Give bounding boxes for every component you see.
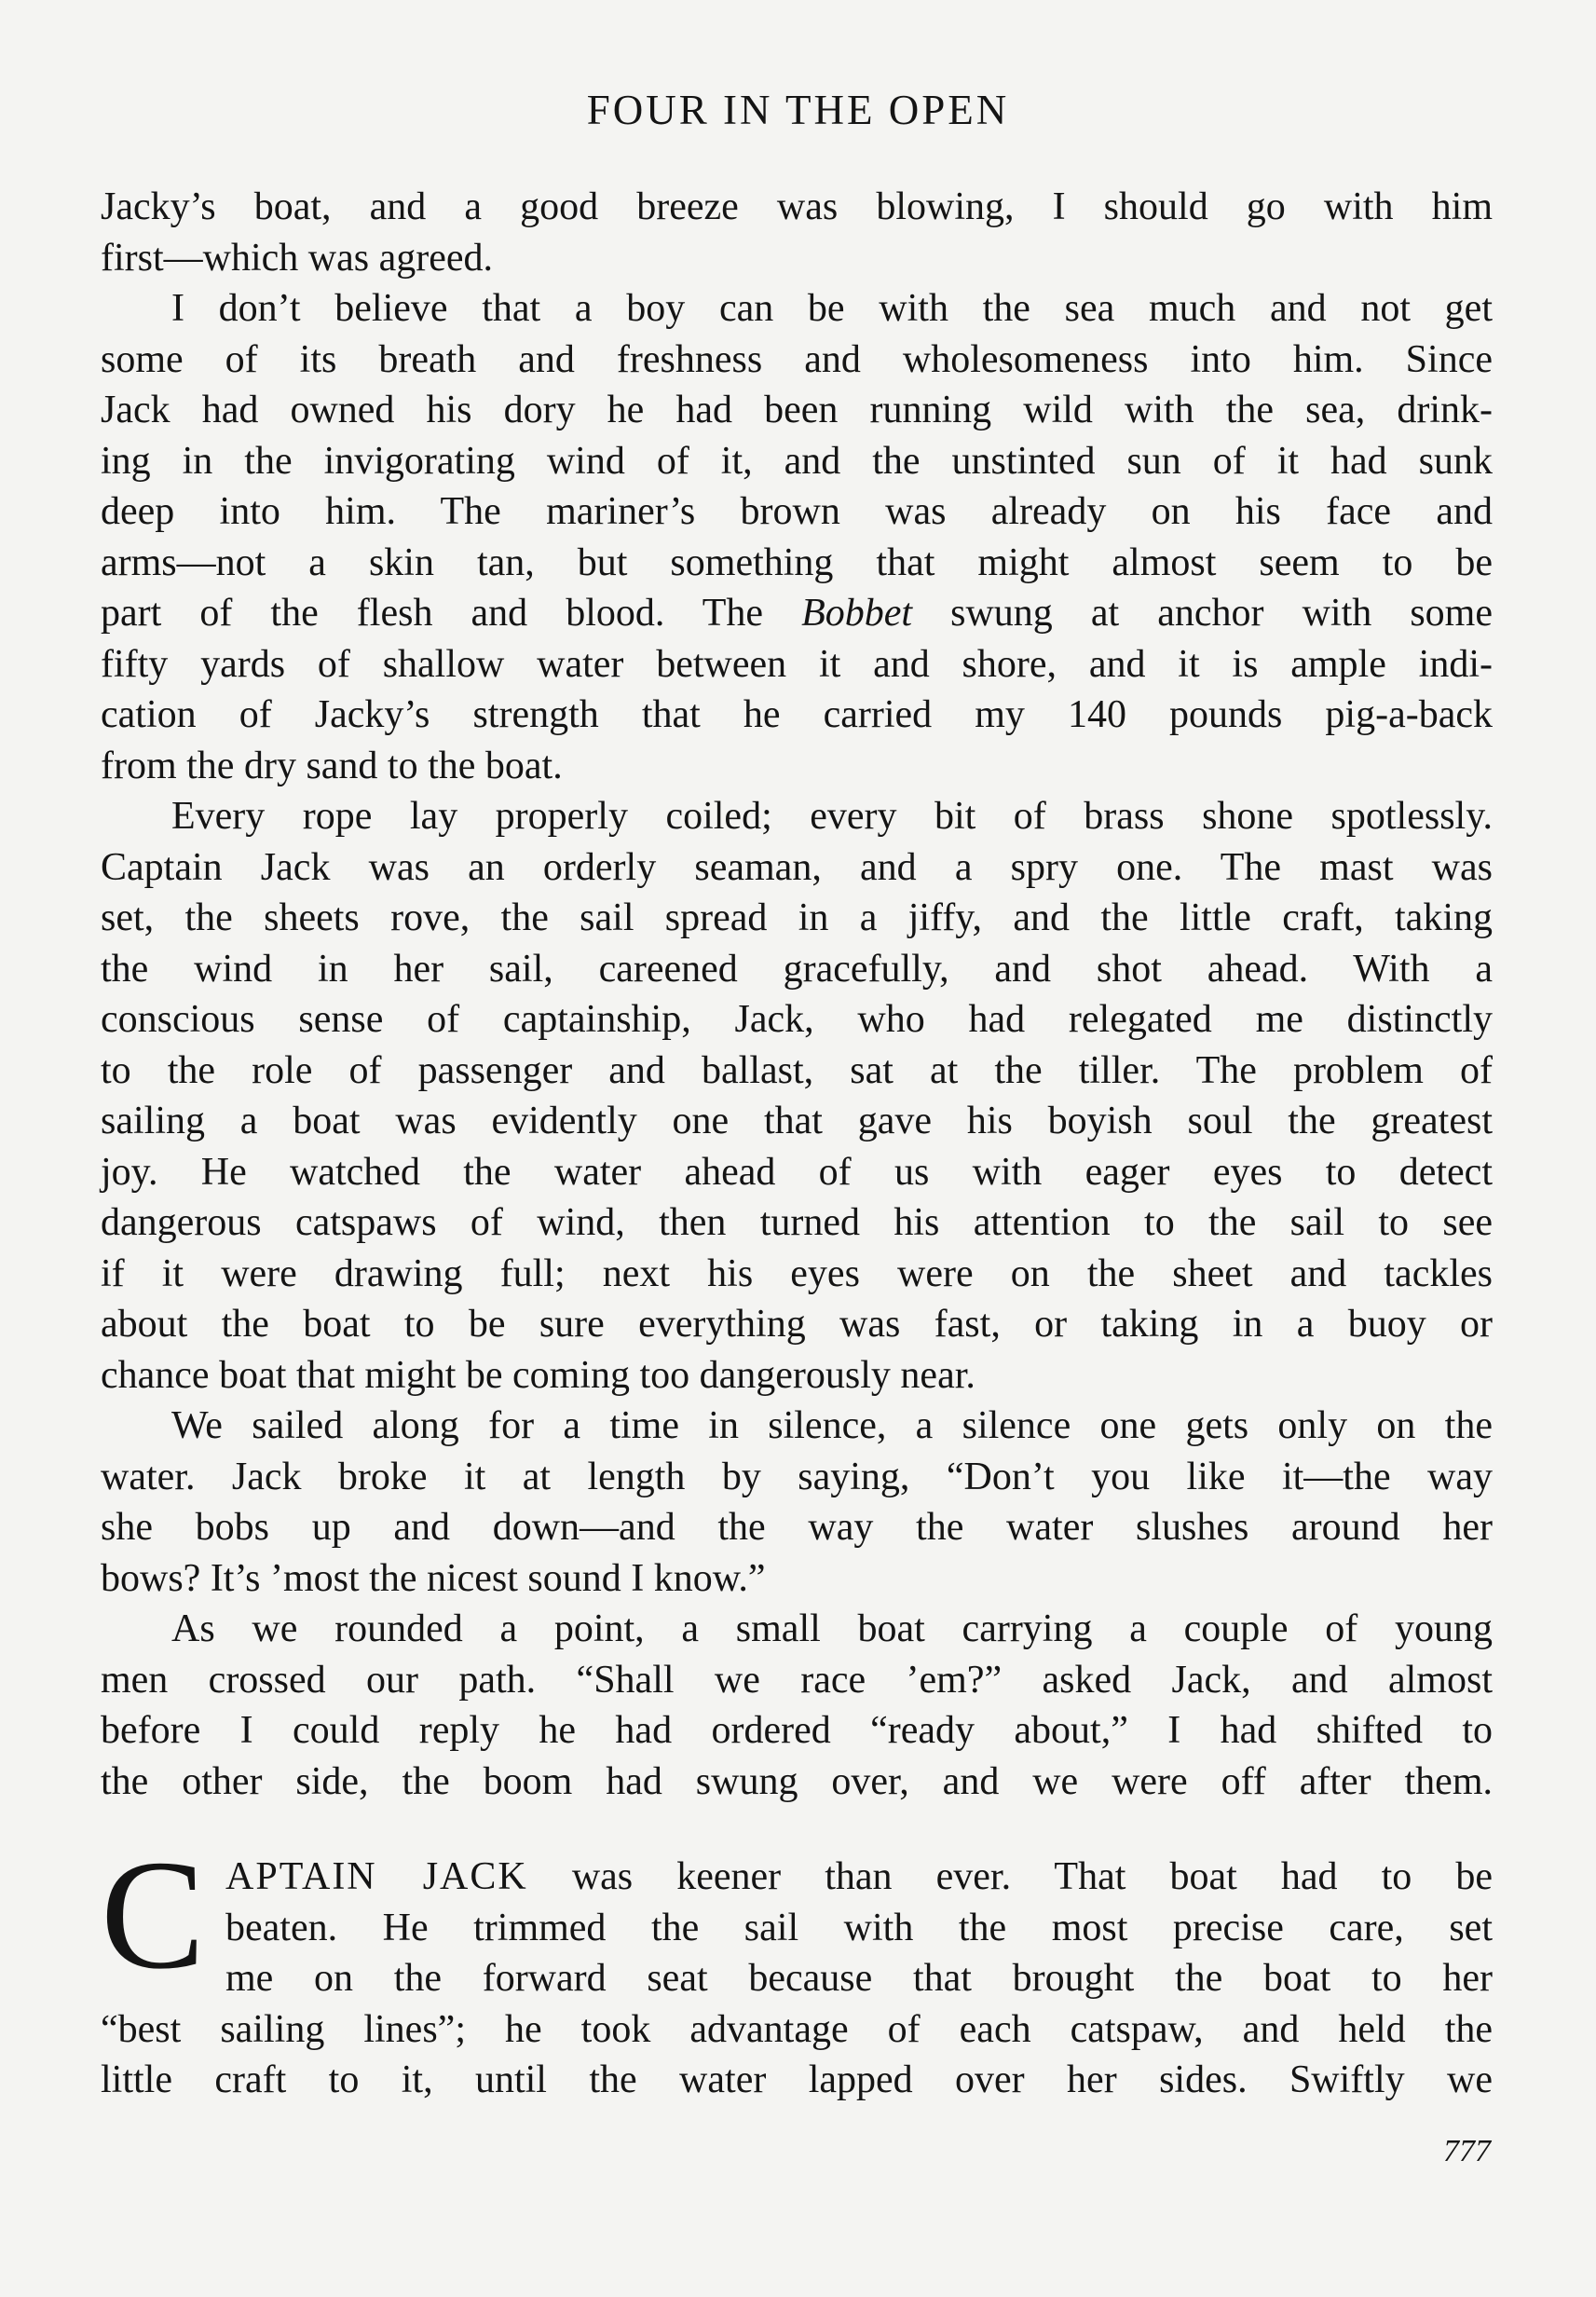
text-line: from the dry sand to the boat.	[101, 744, 563, 787]
paragraph-1	[101, 182, 1493, 283]
text-line: the wind in her sail, careened gracefully, and shot ahead. With a	[101, 947, 1493, 991]
text-line: me on the forward seat because that brought the boat to her	[225, 1957, 1493, 2000]
text-line: joy. He watched the water ahead of us with eager eyes to detect	[101, 1150, 1493, 1194]
text-line: ing in the invigorating wind of it, and the unstinted sun of it had sunk	[101, 439, 1493, 483]
paragraph-5	[101, 1604, 1493, 1807]
text-line: “best sailing lines”; he took advantage of each catspaw, and held the	[101, 2007, 1493, 2051]
text-line: bows? It’s ’most the nicest sound I know.”	[101, 1556, 766, 1600]
text-line: to the role of passenger and ballast, sat at the tiller. The problem of	[101, 1048, 1493, 1092]
text-line: fifty yards of shallow water between it and shore, and it is ample indi-	[101, 642, 1493, 686]
text-line: sailing a boat was evidently one that gave his boyish soul the greatest	[101, 1100, 1493, 1142]
text-line: As we rounded a point, a small boat carrying a couple of young	[171, 1607, 1493, 1650]
text-line: dangerous catspaws of wind, then turned his attention to the sail to see	[101, 1201, 1493, 1244]
drop-cap-letter: C	[101, 1828, 206, 2002]
section-break	[101, 1807, 1493, 1852]
text-segment: swung at anchor with some	[912, 592, 1493, 635]
text-line: the other side, the boom had swung over, and we were off after them.	[101, 1759, 1493, 1803]
text-line: Jacky’s boat, and a good breeze was blowing, I should go with him	[101, 185, 1493, 228]
text-line: some of its breath and freshness and wholesomeness into him. Since	[101, 337, 1493, 381]
text-line: deep into him. The mariner’s brown was already on his face and	[101, 490, 1493, 533]
text-line: Jack had owned his dory he had been running wild with the sea, drink-	[101, 389, 1493, 431]
text-line: about the boat to be sure everything was fast, or taking in a buoy or	[101, 1303, 1493, 1346]
running-head: FOUR IN THE OPEN	[586, 87, 1010, 133]
boat-name: Bobbet	[801, 592, 913, 635]
text-segment: part of the flesh and blood. The	[101, 592, 802, 635]
text-line: beaten. He trimmed the sail with the most precise care, set	[225, 1906, 1493, 1949]
text-line: We sailed along for a time in silence, a silence one gets only on the	[171, 1404, 1493, 1447]
body-text	[101, 182, 1493, 2106]
text-line: little craft to it, until the water lapped over her sides. Swiftly we	[101, 2058, 1493, 2101]
text-line: Every rope lay properly coiled; every bit of brass shone spotlessly.	[171, 795, 1493, 838]
text-line: conscious sense of captainship, Jack, who had relegated me distinctly	[101, 998, 1493, 1041]
text-line: I don’t believe that a boy can be with the sea much and not get	[171, 287, 1493, 330]
text-line: set, the sheets rove, the sail spread in a jiffy, and the little craft, taking	[101, 896, 1493, 939]
text-line: chance boat that might be coming too dangerously near.	[101, 1353, 975, 1397]
paragraph-6	[101, 1828, 1493, 2106]
text-line: Captain Jack was an orderly seaman, and a spry one. The mast was	[101, 845, 1493, 889]
text-segment: was keener than ever. That boat had to be	[527, 1855, 1493, 1898]
text-line: cation of Jacky’s strength that he carried my 140 pounds pig-a-back	[101, 693, 1493, 736]
text-line: first—which was agreed.	[101, 236, 494, 280]
text-line	[101, 588, 1493, 639]
text-line: if it were drawing full; next his eyes were on the sheet and tackles	[101, 1251, 1493, 1295]
paragraph-3	[101, 791, 1493, 1401]
paragraph-2	[101, 283, 1493, 791]
text-line: men crossed our path. “Shall we race ’em?” asked Jack, and almost	[101, 1658, 1493, 1702]
text-line	[101, 1852, 1493, 1903]
text-line: before I could reply he had ordered “ready about,” I had shifted to	[101, 1709, 1493, 1752]
page-number: 777	[1443, 2134, 1491, 2168]
text-line: water. Jack broke it at length by saying, “Don’t you like it—the way	[101, 1455, 1493, 1498]
text-line: she bobs up and down—and the way the water slushes around her	[101, 1506, 1493, 1549]
paragraph-4	[101, 1401, 1493, 1604]
text-line: arms—not a skin tan, but something that might almost seem to be	[101, 540, 1493, 584]
drop-cap-lead-in: APTAIN JACK	[225, 1855, 528, 1898]
